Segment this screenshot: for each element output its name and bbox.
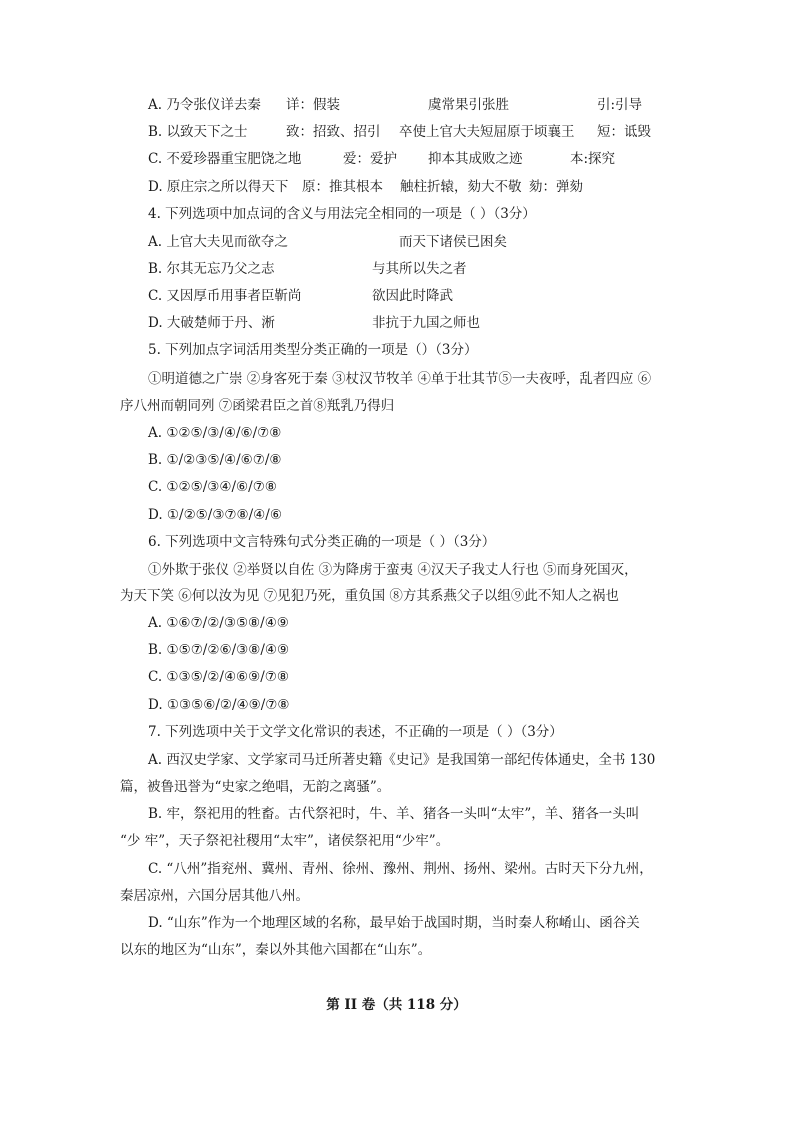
q3-d-item: D. 原庄宗之所以得天下	[148, 179, 289, 195]
q7-option-a-line1: A. 西汉史学家、文学家司马迁所著史籍《史记》是我国第一部纪传体通史，全书 130	[148, 752, 656, 768]
q4-b-right: 与其所以失之者	[372, 261, 467, 277]
q3-d-gloss2: 劾：弹劾	[529, 179, 583, 195]
q5-option-d: D. ①/②⑤/③⑦⑧/④/⑥	[148, 507, 282, 523]
q4-c-left: C. 又因厚币用事者臣靳尚	[148, 288, 302, 304]
q5-option-a: A. ①②⑤/③/④/⑥/⑦⑧	[148, 425, 282, 441]
q4-d-left: D. 大破楚师于丹、淅	[148, 315, 275, 331]
q4-stem: 4. 下列选项中加点词的含义与用法完全相同的一项是（ ）（3分）	[148, 206, 536, 222]
q3-d-item2: 触柱折辕，劾大不敬	[400, 179, 522, 195]
q6-stem: 6. 下列选项中文言特殊句式分类正确的一项是（ ）（3分）	[148, 534, 496, 550]
q6-passage-line2: 为天下笑 ⑥何以汝为见 ⑦见犯乃死，重负国 ⑧方其系燕父子以组⑨此不知人之祸也	[120, 588, 619, 604]
q3-c-item: C. 不爱珍器重宝肥饶之地	[148, 151, 302, 167]
q3-b-item: B. 以致天下之士	[148, 124, 248, 140]
q7-option-a-line2: 篇，被鲁迅誉为“史家之绝唱，无韵之离骚”。	[120, 779, 391, 795]
q5-option-c: C. ①②⑤/③④/⑥/⑦⑧	[148, 479, 277, 495]
q3-a-gloss: 详：假装	[286, 97, 340, 113]
q3-b-gloss2: 短：诋毁	[597, 124, 651, 140]
q7-option-b-line1: B. 牢，祭祀用的牲畜。古代祭祀时，牛、羊、猪各一头叫“太牢”，羊、猪各一头叫	[148, 806, 640, 822]
q3-b-item2: 卒使上官大夫短屈原于顷襄王	[399, 124, 575, 140]
q7-stem: 7. 下列选项中关于文学文化常识的表述，不正确的一项是（ ）（3分）	[148, 724, 563, 740]
q5-option-b: B. ①/②③⑤/④/⑥⑦/⑧	[148, 452, 282, 468]
q3-d-gloss: 原：推其根本	[302, 179, 383, 195]
section-title: 第 II 卷（共 118 分）	[326, 997, 467, 1013]
q7-option-c-line1: C. “八州”指兖州、冀州、青州、徐州、豫州、荆州、扬州、梁州。古时天下分九州，	[148, 861, 653, 877]
q3-c-gloss2: 本:探究	[570, 151, 616, 167]
q6-passage-line1: ①外欺于张仪 ②举贤以自佐 ③为降虏于蛮夷 ④汉天子我丈人行也 ⑤而身死国灭，	[148, 562, 638, 578]
q6-option-c: C. ①③⑤/②/④⑥⑨/⑦⑧	[148, 669, 289, 685]
q3-c-item2: 抑本其成败之迹	[428, 151, 523, 167]
q3-a-item2: 虞常果引张胜	[428, 97, 509, 113]
q3-a-item: A. 乃令张仪详去秦	[148, 97, 261, 113]
q3-b-gloss: 致：招致、招引	[286, 124, 381, 140]
q7-option-b-line2: “少 牢”，天子祭祀社稷用“太牢”，诸侯祭祀用“少牢”。	[120, 833, 450, 849]
q5-passage-line1: ①明道德之广崇 ②身客死于秦 ③杖汉节牧羊 ④单于壮其节⑤一夫夜呼，乱者四应 ⑥	[148, 371, 652, 387]
q4-d-right: 非抗于九国之师也	[372, 315, 480, 331]
q5-stem: 5. 下列加点字词活用类型分类正确的一项是（）（3分）	[148, 342, 478, 358]
q6-option-a: A. ①⑥⑦/②/③⑤⑧/④⑨	[148, 615, 289, 631]
q6-option-b: B. ①⑤⑦/②⑥/③⑧/④⑨	[148, 642, 290, 658]
q3-c-gloss: 爱：爱护	[343, 151, 397, 167]
q4-b-left: B. 尔其无忘乃父之志	[148, 261, 275, 277]
q4-a-right: 而天下诸侯已困矣	[399, 234, 507, 250]
q7-option-c-line2: 秦居凉州，六国分居其他八州。	[120, 888, 309, 904]
q6-option-d: D. ①③⑤⑥/②/④⑨/⑦⑧	[148, 697, 290, 713]
q7-option-d-line1: D. “山东”作为一个地理区域的名称，最早始于战国时期，当时秦人称崤山、函谷关	[148, 915, 640, 931]
q5-passage-line2: 序八州而朝同列 ⑦函梁君臣之首⑧羝乳乃得归	[120, 398, 395, 414]
q3-a-gloss2: 引:引导	[597, 97, 643, 113]
q7-option-d-line2: 以东的地区为“山东”，秦以外其他六国都在“山东”。	[120, 942, 432, 958]
q4-c-right: 欲因此时降武	[372, 288, 453, 304]
q4-a-left: A. 上官大夫见而欲夺之	[148, 234, 288, 250]
